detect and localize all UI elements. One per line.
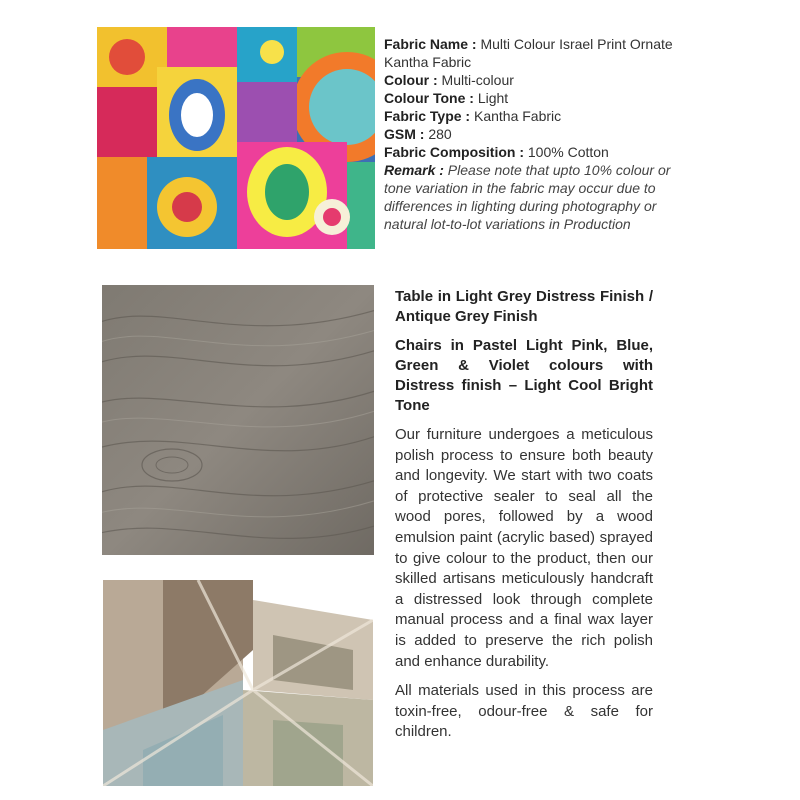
colour-row: Colour : Multi-colour [384, 72, 514, 88]
polish-process-text: Our furniture undergoes a meticulous polish process to ensure both beauty and longevity. We start with two coats of protective sealer to seal all the wood pores, followed by a wood emulsion paint (acrylic based) sprayed to give colour to the product, then our skilled artisans meticulously handcraft a distressed look through complete manual process and a final wax layer is added to preserve the rich polish and enhance durability. [395, 426, 653, 670]
chairs-finish-heading: Chairs in Pastel Light Pink, Blue, Green & Violet colours with Distress finish – Light Cool Bright Tone [395, 337, 653, 414]
fabric-name-row: Fabric Name : Multi Colour Israel Print Ornate Kantha Fabric [384, 36, 673, 70]
fabric-swatch-image [97, 27, 375, 249]
fabric-type-row: Fabric Type : Kantha Fabric [384, 108, 562, 124]
materials-safety-text: All materials used in this process are toxin-free, odour-free & safe for children. [395, 682, 653, 741]
fabric-composition-row: Fabric Composition : 100% Cotton [384, 144, 609, 160]
grey-wood-finish-image [102, 285, 374, 555]
colour-tone-row: Colour Tone : Light [384, 90, 509, 106]
fabric-specifications [384, 35, 684, 233]
table-finish-heading: Table in Light Grey Distress Finish / Antique Grey Finish [395, 288, 653, 325]
remark-row: Remark : Please note that upto 10% colour or tone variation in the fabric may occur due to differences in lighting during photography or natural lot-to-lot variations in Production [384, 162, 671, 232]
gsm-row: GSM : 280 [384, 126, 452, 142]
finish-description [395, 287, 653, 752]
pastel-chairs-image [103, 580, 373, 786]
